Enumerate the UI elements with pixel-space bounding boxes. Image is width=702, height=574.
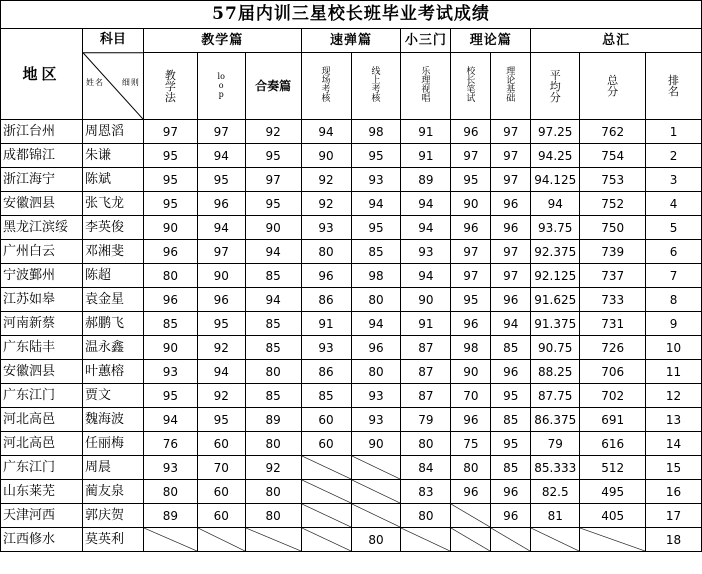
group-xiaosanmen: 小三门	[401, 29, 451, 53]
cell-name: 蔺友泉	[82, 480, 143, 504]
cell-average: 91.375	[531, 312, 580, 336]
cell-teaching-method: 95	[143, 384, 197, 408]
subject-name-diagonal-header	[82, 29, 143, 120]
cell-average: 91.625	[531, 288, 580, 312]
cell-teaching-method: 90	[143, 216, 197, 240]
cell-online-exam: 90	[351, 432, 401, 456]
cell-online-exam: 94	[351, 312, 401, 336]
cell-name: 郭庆贺	[82, 504, 143, 528]
name-label: 姓名	[85, 78, 104, 87]
score-rows	[1, 120, 702, 552]
cell-theory-basics: 85	[491, 408, 531, 432]
cell-theory-basics: 85	[491, 456, 531, 480]
cell-total: 702	[580, 384, 646, 408]
cell-ensemble: 92	[245, 120, 301, 144]
cell-online-exam: 94	[351, 192, 401, 216]
cell-ensemble	[245, 528, 301, 552]
cell-name: 陈超	[82, 264, 143, 288]
cell-field-exam: 90	[301, 144, 351, 168]
cell-total: 691	[580, 408, 646, 432]
cell-average: 86.375	[531, 408, 580, 432]
cell-loop: 95	[197, 168, 245, 192]
cell-teaching-method: 95	[143, 168, 197, 192]
cell-principal-written: 96	[451, 120, 491, 144]
col-ensemble: 合奏篇	[245, 53, 301, 120]
cell-average: 87.75	[531, 384, 580, 408]
cell-total: 405	[580, 504, 646, 528]
table-row	[1, 384, 702, 408]
cell-rank: 2	[646, 144, 702, 168]
cell-average: 94.125	[531, 168, 580, 192]
cell-rank: 4	[646, 192, 702, 216]
cell-rank: 1	[646, 120, 702, 144]
table-row	[1, 480, 702, 504]
cell-field-exam: 93	[301, 336, 351, 360]
cell-name: 魏海波	[82, 408, 143, 432]
cell-total: 706	[580, 360, 646, 384]
cell-average	[531, 528, 580, 552]
cell-teaching-method: 95	[143, 144, 197, 168]
col-teaching-method: 教学法	[143, 53, 197, 120]
cell-loop: 94	[197, 360, 245, 384]
cell-name: 张飞龙	[82, 192, 143, 216]
cell-field-exam	[301, 504, 351, 528]
cell-ensemble: 97	[245, 168, 301, 192]
cell-average: 79	[531, 432, 580, 456]
cell-ensemble: 90	[245, 216, 301, 240]
cell-field-exam: 96	[301, 264, 351, 288]
cell-total: 753	[580, 168, 646, 192]
cell-music-sight-singing: 80	[401, 432, 451, 456]
group-summary: 总汇	[531, 29, 702, 53]
cell-online-exam: 80	[351, 360, 401, 384]
cell-theory-basics: 95	[491, 432, 531, 456]
cell-theory-basics: 96	[491, 288, 531, 312]
cell-field-exam: 85	[301, 384, 351, 408]
cell-principal-written: 90	[451, 360, 491, 384]
cell-music-sight-singing	[401, 528, 451, 552]
table-row	[1, 144, 702, 168]
cell-region: 广东江门	[1, 456, 83, 480]
cell-name: 袁金星	[82, 288, 143, 312]
cell-teaching-method: 85	[143, 312, 197, 336]
cell-principal-written: 75	[451, 432, 491, 456]
cell-field-exam: 60	[301, 432, 351, 456]
cell-region: 江西修水	[1, 528, 83, 552]
detail-label: 细则	[121, 78, 140, 87]
cell-average: 92.125	[531, 264, 580, 288]
table-row	[1, 192, 702, 216]
cell-online-exam	[351, 456, 401, 480]
table-row	[1, 456, 702, 480]
cell-music-sight-singing: 93	[401, 240, 451, 264]
cell-loop: 94	[197, 216, 245, 240]
cell-principal-written: 96	[451, 216, 491, 240]
cell-teaching-method: 80	[143, 480, 197, 504]
cell-total: 733	[580, 288, 646, 312]
cell-ensemble: 85	[245, 336, 301, 360]
table-title: 57届内训三星校长班毕业考试成绩	[1, 1, 702, 29]
cell-ensemble: 89	[245, 408, 301, 432]
cell-region: 宁波鄞州	[1, 264, 83, 288]
cell-ensemble: 95	[245, 192, 301, 216]
cell-principal-written: 70	[451, 384, 491, 408]
cell-region: 河南新蔡	[1, 312, 83, 336]
cell-field-exam: 92	[301, 168, 351, 192]
cell-average: 94	[531, 192, 580, 216]
cell-ensemble: 80	[245, 432, 301, 456]
cell-music-sight-singing: 94	[401, 192, 451, 216]
cell-field-exam: 93	[301, 216, 351, 240]
cell-name: 叶蕙榕	[82, 360, 143, 384]
cell-average: 93.75	[531, 216, 580, 240]
cell-online-exam: 96	[351, 336, 401, 360]
cell-principal-written: 96	[451, 408, 491, 432]
cell-rank: 14	[646, 432, 702, 456]
subject-label: 科目	[99, 32, 126, 47]
table-row	[1, 360, 702, 384]
cell-theory-basics: 96	[491, 480, 531, 504]
cell-total: 752	[580, 192, 646, 216]
cell-rank: 8	[646, 288, 702, 312]
cell-online-exam: 85	[351, 240, 401, 264]
cell-loop: 94	[197, 144, 245, 168]
cell-principal-written: 97	[451, 264, 491, 288]
group-theory: 理论篇	[451, 29, 531, 53]
cell-field-exam	[301, 528, 351, 552]
cell-name: 周晨	[82, 456, 143, 480]
cell-total: 754	[580, 144, 646, 168]
cell-ensemble: 94	[245, 288, 301, 312]
cell-total: 762	[580, 120, 646, 144]
cell-total: 731	[580, 312, 646, 336]
cell-region: 河北高邑	[1, 408, 83, 432]
cell-field-exam: 86	[301, 288, 351, 312]
cell-field-exam: 94	[301, 120, 351, 144]
cell-theory-basics: 97	[491, 144, 531, 168]
cell-teaching-method: 90	[143, 336, 197, 360]
cell-online-exam: 93	[351, 384, 401, 408]
cell-region: 浙江台州	[1, 120, 83, 144]
col-theory-basics: 理论基础	[491, 53, 531, 120]
cell-online-exam: 80	[351, 288, 401, 312]
cell-ensemble: 94	[245, 240, 301, 264]
cell-principal-written	[451, 504, 491, 528]
col-online-exam: 线上考核	[351, 53, 401, 120]
cell-average: 81	[531, 504, 580, 528]
cell-rank: 9	[646, 312, 702, 336]
table-row	[1, 240, 702, 264]
cell-online-exam: 95	[351, 144, 401, 168]
cell-loop: 60	[197, 480, 245, 504]
cell-online-exam: 98	[351, 264, 401, 288]
cell-teaching-method: 76	[143, 432, 197, 456]
cell-music-sight-singing: 80	[401, 504, 451, 528]
cell-field-exam: 80	[301, 240, 351, 264]
table-row	[1, 312, 702, 336]
cell-loop: 60	[197, 432, 245, 456]
cell-name: 温永鑫	[82, 336, 143, 360]
table-row	[1, 288, 702, 312]
cell-music-sight-singing: 91	[401, 312, 451, 336]
cell-region: 成都锦江	[1, 144, 83, 168]
cell-name: 李英俊	[82, 216, 143, 240]
cell-rank: 11	[646, 360, 702, 384]
cell-loop: 96	[197, 192, 245, 216]
cell-theory-basics	[491, 528, 531, 552]
cell-rank: 6	[646, 240, 702, 264]
cell-loop: 97	[197, 120, 245, 144]
table-row	[1, 528, 702, 552]
cell-music-sight-singing: 87	[401, 336, 451, 360]
cell-region: 浙江海宁	[1, 168, 83, 192]
cell-region: 天津河西	[1, 504, 83, 528]
cell-total: 512	[580, 456, 646, 480]
cell-loop: 97	[197, 240, 245, 264]
cell-rank: 10	[646, 336, 702, 360]
cell-field-exam: 91	[301, 312, 351, 336]
cell-rank: 15	[646, 456, 702, 480]
cell-teaching-method: 94	[143, 408, 197, 432]
cell-ensemble: 92	[245, 456, 301, 480]
cell-loop: 92	[197, 336, 245, 360]
cell-online-exam	[351, 480, 401, 504]
cell-region: 安徽泗县	[1, 192, 83, 216]
cell-teaching-method	[143, 528, 197, 552]
col-field-exam: 现场考核	[301, 53, 351, 120]
cell-music-sight-singing: 89	[401, 168, 451, 192]
cell-rank: 16	[646, 480, 702, 504]
cell-total	[580, 528, 646, 552]
cell-music-sight-singing: 90	[401, 288, 451, 312]
cell-total: 495	[580, 480, 646, 504]
cell-principal-written: 96	[451, 480, 491, 504]
cell-principal-written: 97	[451, 144, 491, 168]
cell-field-exam: 86	[301, 360, 351, 384]
cell-average: 85.333	[531, 456, 580, 480]
cell-theory-basics: 85	[491, 336, 531, 360]
cell-online-exam: 95	[351, 216, 401, 240]
cell-principal-written	[451, 528, 491, 552]
cell-region: 安徽泗县	[1, 360, 83, 384]
cell-region: 河北高邑	[1, 432, 83, 456]
cell-region: 山东莱芜	[1, 480, 83, 504]
cell-music-sight-singing: 91	[401, 120, 451, 144]
cell-name: 莫英利	[82, 528, 143, 552]
cell-music-sight-singing: 79	[401, 408, 451, 432]
table-row	[1, 120, 702, 144]
cell-name: 郝鹏飞	[82, 312, 143, 336]
cell-rank: 13	[646, 408, 702, 432]
table-row	[1, 408, 702, 432]
cell-theory-basics: 96	[491, 504, 531, 528]
cell-teaching-method: 96	[143, 288, 197, 312]
cell-theory-basics: 94	[491, 312, 531, 336]
cell-music-sight-singing: 87	[401, 360, 451, 384]
cell-name: 贾文	[82, 384, 143, 408]
cell-music-sight-singing: 87	[401, 384, 451, 408]
cell-theory-basics: 97	[491, 168, 531, 192]
table-row	[1, 336, 702, 360]
cell-principal-written: 95	[451, 288, 491, 312]
cell-loop: 96	[197, 288, 245, 312]
table-row	[1, 504, 702, 528]
cell-ensemble: 80	[245, 480, 301, 504]
cell-ensemble: 85	[245, 264, 301, 288]
cell-online-exam	[351, 504, 401, 528]
cell-loop: 60	[197, 504, 245, 528]
cell-teaching-method: 97	[143, 120, 197, 144]
cell-ensemble: 80	[245, 504, 301, 528]
cell-principal-written: 98	[451, 336, 491, 360]
cell-loop: 70	[197, 456, 245, 480]
col-loop: loop	[197, 53, 245, 120]
cell-ensemble: 95	[245, 144, 301, 168]
cell-average: 97.25	[531, 120, 580, 144]
cell-loop: 95	[197, 408, 245, 432]
cell-teaching-method: 96	[143, 240, 197, 264]
cell-total: 616	[580, 432, 646, 456]
cell-rank: 7	[646, 264, 702, 288]
cell-rank: 17	[646, 504, 702, 528]
cell-total: 737	[580, 264, 646, 288]
cell-rank: 12	[646, 384, 702, 408]
cell-loop	[197, 528, 245, 552]
table-row	[1, 432, 702, 456]
cell-name: 周恩滔	[82, 120, 143, 144]
col-total: 总分	[580, 53, 646, 120]
cell-field-exam	[301, 456, 351, 480]
table-row	[1, 168, 702, 192]
cell-total: 739	[580, 240, 646, 264]
cell-music-sight-singing: 94	[401, 264, 451, 288]
cell-ensemble: 85	[245, 312, 301, 336]
cell-theory-basics: 96	[491, 216, 531, 240]
cell-name: 邓湘斐	[82, 240, 143, 264]
cell-principal-written: 90	[451, 192, 491, 216]
cell-principal-written: 95	[451, 168, 491, 192]
cell-online-exam: 80	[351, 528, 401, 552]
table-row	[1, 264, 702, 288]
group-speed: 速弹篇	[301, 29, 401, 53]
cell-region: 江苏如皋	[1, 288, 83, 312]
cell-name: 陈斌	[82, 168, 143, 192]
cell-teaching-method: 93	[143, 360, 197, 384]
cell-music-sight-singing: 94	[401, 216, 451, 240]
cell-theory-basics: 97	[491, 240, 531, 264]
cell-theory-basics: 95	[491, 384, 531, 408]
cell-theory-basics: 96	[491, 360, 531, 384]
cell-theory-basics: 97	[491, 120, 531, 144]
cell-teaching-method: 80	[143, 264, 197, 288]
col-principal-written: 校长笔试	[451, 53, 491, 120]
cell-online-exam: 93	[351, 408, 401, 432]
cell-average: 90.75	[531, 336, 580, 360]
region-header: 地区	[1, 29, 83, 120]
cell-principal-written: 80	[451, 456, 491, 480]
cell-average: 88.25	[531, 360, 580, 384]
cell-music-sight-singing: 84	[401, 456, 451, 480]
cell-loop: 92	[197, 384, 245, 408]
cell-principal-written: 97	[451, 240, 491, 264]
cell-total: 750	[580, 216, 646, 240]
cell-online-exam: 98	[351, 120, 401, 144]
cell-total: 726	[580, 336, 646, 360]
cell-teaching-method: 89	[143, 504, 197, 528]
cell-field-exam: 60	[301, 408, 351, 432]
cell-name: 朱谦	[82, 144, 143, 168]
cell-region: 广东江门	[1, 384, 83, 408]
col-average: 平均分	[531, 53, 580, 120]
table-row	[1, 216, 702, 240]
cell-rank: 18	[646, 528, 702, 552]
cell-teaching-method: 93	[143, 456, 197, 480]
cell-average: 94.25	[531, 144, 580, 168]
cell-field-exam: 92	[301, 192, 351, 216]
cell-average: 92.375	[531, 240, 580, 264]
cell-theory-basics: 97	[491, 264, 531, 288]
cell-principal-written: 96	[451, 312, 491, 336]
cell-theory-basics: 96	[491, 192, 531, 216]
col-rank: 排名	[646, 53, 702, 120]
cell-ensemble: 85	[245, 384, 301, 408]
cell-region: 黑龙江滨绥	[1, 216, 83, 240]
cell-name: 任丽梅	[82, 432, 143, 456]
cell-loop: 95	[197, 312, 245, 336]
cell-loop: 90	[197, 264, 245, 288]
cell-average: 82.5	[531, 480, 580, 504]
cell-music-sight-singing: 83	[401, 480, 451, 504]
cell-region: 广东陆丰	[1, 336, 83, 360]
cell-music-sight-singing: 91	[401, 144, 451, 168]
cell-rank: 5	[646, 216, 702, 240]
cell-rank: 3	[646, 168, 702, 192]
cell-field-exam	[301, 480, 351, 504]
cell-region: 广州白云	[1, 240, 83, 264]
cell-online-exam: 93	[351, 168, 401, 192]
col-music-sight-singing: 乐理视唱	[401, 53, 451, 120]
cell-teaching-method: 95	[143, 192, 197, 216]
group-teaching: 教学篇	[143, 29, 301, 53]
cell-ensemble: 80	[245, 360, 301, 384]
